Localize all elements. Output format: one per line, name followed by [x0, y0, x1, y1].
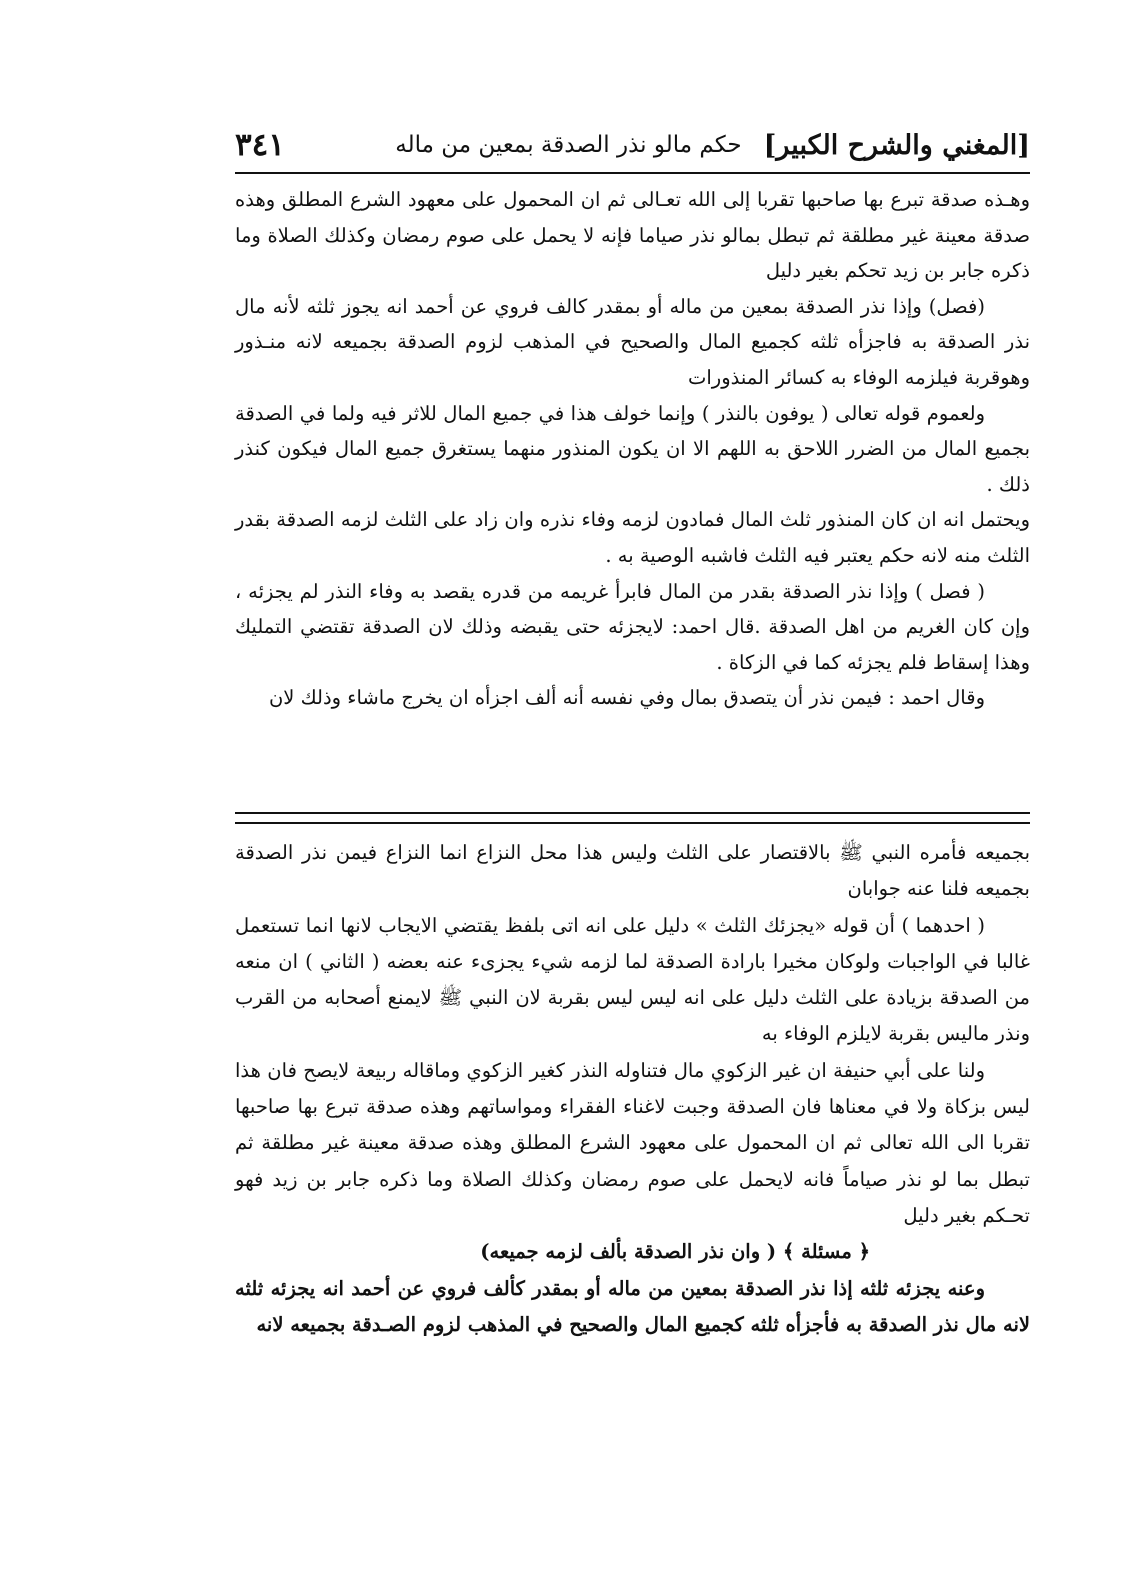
commentary-paragraph-4: وعنه يجزئه ثلثه إذا نذر الصدقة بمعين من ماله أو بمقدر كألف فروي عن أحمد انه يجزئه ثلثه لانه مال نذر الصدقة به فأجزأه ثلثه كجميع المال والصحيح في المذهب لزوم الصـدقة بجميعه لانه: [235, 1276, 1030, 1336]
page-header: [235, 120, 1030, 170]
commentary-paragraph-1: بجميعه فأمره النبي ﷺ بالاقتصار على الثلث وليس هذا محل النزاع انما النزاع فيمن نذر الصدقة بجميعه فلنا عنه جوابان: [235, 841, 1030, 901]
main-paragraph-1: وهـذه صدقة تبرع بها صاحبها تقربا إلى الله تعـالى ثم ان المحمول على معهود الشرع المطلق وهذه صدقة معينة غير مطلقة ثم تبطل بمالو نذر صياما فإنه لا يحمل على صوم رمضان وكذلك الصلاة وما ذكره جابر بن زيد تحكم بغير دليل: [235, 188, 1030, 283]
main-paragraph-5: ( فصل ) وإذا نذر الصدقة بقدر من المال فابرأ غريمه من قدره يقصد به وفاء النذر لم يجزئه ، وإن كان الغريم من اهل الصدقة .قال احمد: لايجزئه حتى يقبضه وذلك لان الصدقة تقتضي التمليك وهذا إسقاط فلم يجزئه كما في الزكاة .: [235, 579, 1030, 674]
commentary-masala-heading: ﴿ مسئلة ﴾ ( وان نذر الصدقة بألف لزمه جميعه): [480, 1240, 870, 1264]
main-text: [235, 182, 1030, 716]
commentary-text: [235, 835, 1030, 1343]
commentary-paragraph-2: ( احدهما ) أن قوله «يجزئك الثلث » دليل على انه اتى بلفظ يقتضي الايجاب لانها انما تستعمل غالبا في الواجبات ولوكان مخيرا بارادة الصدقة لما لزمه شيء يجزىء عنه بعضه ( الثاني ) ان منعه من الصدقة بزيادة على الثلث دليل على انه ليس ليس بقربة لان النبي ﷺ لايمنع أصحابه من القرب ونذر ماليس بقربة لايلزم الوفاء به: [235, 913, 1030, 1046]
section-divider-bottom: [235, 822, 1030, 824]
page-number: ٣٤١: [235, 127, 285, 163]
section-divider-top: [235, 812, 1030, 814]
header-rule: [235, 172, 1030, 174]
main-paragraph-2: (فصل) وإذا نذر الصدقة بمعين من ماله أو بمقدر كالف فروي عن أحمد انه يجوز ثلثه لأنه مال نذر الصدقة به فاجزأه ثلثه كجميع المال والصحيح في المذهب لزوم الصدقة بجميعه لانه منـذور وهوقربة فيلزمه الوفاء به كسائر المنذورات: [235, 294, 1030, 389]
main-paragraph-4: ويحتمل انه ان كان المنذور ثلث المال فمادون لزمه وفاء نذره وان زاد على الثلث لزمه الصدقة بقدر الثلث منه لانه حكم يعتبر فيه الثلث فاشبه الوصية به .: [235, 508, 1030, 567]
main-paragraph-6: وقال احمد : فيمن نذر أن يتصدق بمال وفي نفسه أنه ألف اجزأه ان يخرج ماشاء وذلك لان: [268, 686, 985, 710]
chapter-title: حكم مالو نذر الصدقة بمعين من ماله: [395, 132, 742, 158]
book-title: [المغني والشرح الكبير]: [763, 129, 1030, 161]
commentary-paragraph-3: ولنا على أبي حنيفة ان غير الزكوي مال فتناوله النذر كغير الزكوي وماقاله ربيعة لايصح فان هذا ليس بزكاة ولا في معناها فان الصدقة وجبت لاغناء الفقراء ومواساتهم وهذه صدقة تبرع بها صاحبها تقربا الى الله تعالى ثم ان المحمول على معهود الشرع المطلق وهذه صدقة معينة غير مطلقة ثم تبطل بما لو نذر صياماً فانه لايحمل على صوم رمضان وكذلك الصلاة وما ذكره جابر بن زيد فهو تحـكم بغير دليل: [235, 1058, 1030, 1227]
main-paragraph-3: ولعموم قوله تعالى ( يوفون بالنذر ) وإنما خولف هذا في جميع المال للاثر فيه ولما في الصدقة بجميع المال من الضرر اللاحق به اللهم الا ان يكون المنذور منهما يستغرق جميع المال فيكون كنذر ذلك .: [235, 401, 1030, 496]
